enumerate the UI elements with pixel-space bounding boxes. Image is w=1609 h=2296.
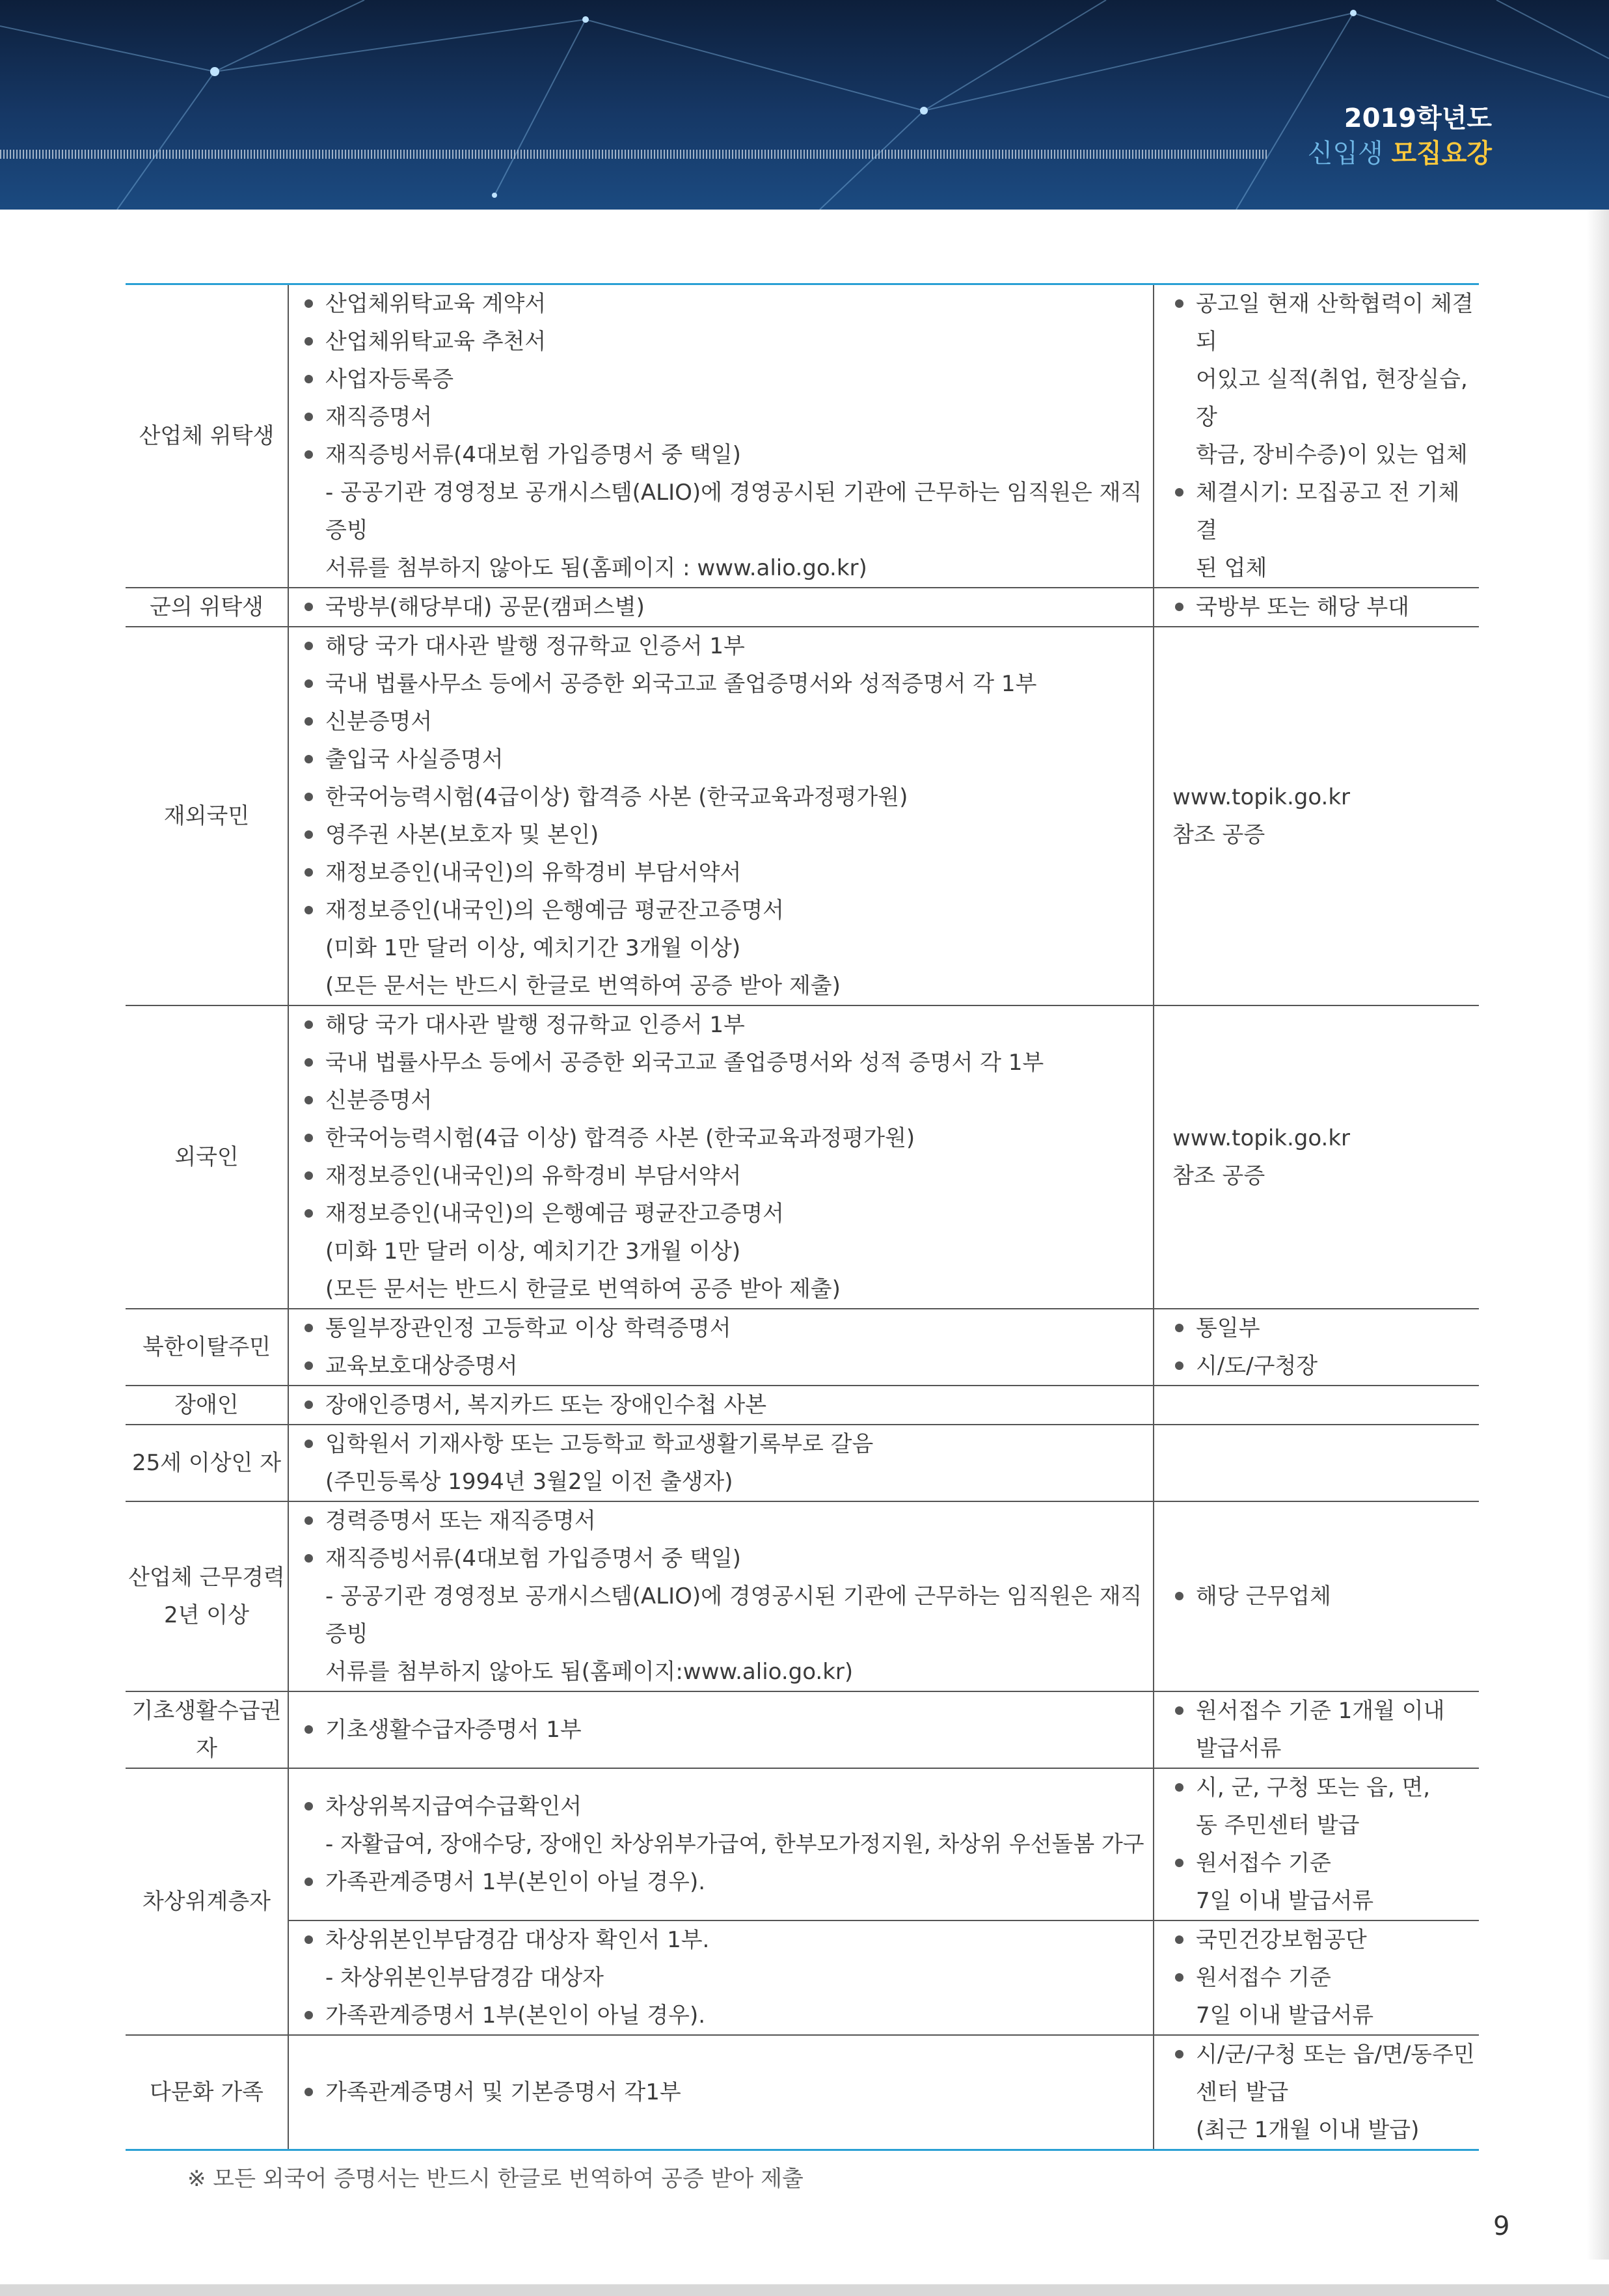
notes-cell (1154, 1425, 1479, 1501)
sub-line: 학금, 장비수증)이 있는 업체 (1196, 442, 1468, 468)
category-label: 군의 위탁생 (149, 594, 264, 620)
category-label: 산업체 위탁생 (139, 423, 275, 449)
sub-line: 어있고 실적(취업, 현장실습, 장 (1196, 366, 1468, 430)
notes-cell (1154, 588, 1479, 627)
bullet-item: 시/군/구청 또는 읍/면/동주민 (1166, 2036, 1479, 2073)
bullet-item: 국방부 또는 해당 부대 (1166, 588, 1479, 626)
bullet-item: 재정보증인(내국인)의 유학경비 부담서약서 (295, 854, 1153, 892)
documents-cell (288, 588, 1154, 627)
category-cell (126, 627, 288, 1005)
documents-cell (288, 1005, 1154, 1309)
notes-cell (1154, 1005, 1479, 1309)
header-banner (0, 0, 1609, 210)
sub-line: 7일 이내 발급서류 (1196, 1888, 1374, 1914)
page-edge-shadow (1587, 210, 1609, 2260)
category-cell (126, 284, 288, 588)
sub-line: - 차상위본인부담경감 대상자 (325, 1965, 604, 1991)
bullet-item: 해당 근무업체 (1166, 1578, 1479, 1615)
documents-cell (288, 1920, 1154, 2035)
sub-line: (미화 1만 달러 이상, 예치기간 3개월 이상) (325, 1238, 741, 1264)
table-row (126, 284, 1479, 588)
table-row (126, 1501, 1479, 1691)
notes-cell (1154, 1768, 1479, 1920)
banner-stripe (0, 150, 1269, 159)
category-cell (126, 1691, 288, 1768)
sub-line: - 공공기관 경영정보 공개시스템(ALIO)에 경영공시된 기관에 근무하는 임직원은 재직증빙 (325, 1583, 1143, 1647)
documents-cell (288, 1386, 1154, 1425)
bullet-item: 국민건강보험공단 (1166, 1921, 1479, 1959)
bullet-item: 가족관계증명서 및 기본증명서 각1부 (295, 2073, 1153, 2111)
sub-line: - 공공기관 경영정보 공개시스템(ALIO)에 경영공시된 기관에 근무하는 임직원은 재직증빙 (325, 480, 1143, 543)
bullet-item: 영주권 사본(보호자 및 본인) (295, 816, 1153, 854)
bullet-item: 산업체위탁교육 계약서 (295, 285, 1153, 323)
bullet-item: 체결시기: 모집공고 전 기체결 (1166, 474, 1479, 549)
bullet-item: 재직증빙서류(4대보험 가입증명서 중 택일) (295, 1540, 1153, 1578)
banner-subtitle-b: 모집요강 (1391, 139, 1492, 169)
banner-subtitle (1308, 133, 1492, 170)
bullet-item: 한국어능력시험(4급 이상) 합격증 사본 (한국교육과정평가원) (295, 1119, 1153, 1157)
bullet-item: 재직증빙서류(4대보험 가입증명서 중 택일) (295, 436, 1153, 474)
table-row (126, 2035, 1479, 2150)
bullet-item: 통일부 (1166, 1309, 1479, 1347)
bullet-item: 신분증명서 (295, 1082, 1153, 1119)
notes-cell (1154, 1691, 1479, 1768)
bullet-item: 신분증명서 (295, 703, 1153, 741)
bullet-item: 재직증명서 (295, 398, 1153, 436)
table-row (126, 1691, 1479, 1768)
notes-cell (1154, 1501, 1479, 1691)
table-row (126, 1386, 1479, 1425)
table-row (126, 1920, 1479, 2035)
bullet-item: 사업자등록증 (295, 361, 1153, 398)
sub-line: - 자활급여, 장애수당, 장애인 차상위부가급여, 한부모가정지원, 차상위 우선돌봄 가구 (325, 1831, 1144, 1857)
bullet-item: 시, 군, 구청 또는 읍, 면, (1166, 1769, 1479, 1807)
sub-line: (주민등록상 1994년 3월2일 이전 출생자) (325, 1469, 733, 1495)
category-cell (126, 1768, 288, 2035)
bottom-band (0, 2284, 1609, 2296)
category-cell (126, 2035, 288, 2150)
notes-cell (1154, 1386, 1479, 1425)
bullet-item: 원서접수 기준 1개월 이내 (1166, 1692, 1479, 1730)
bullet-item: 원서접수 기준 (1166, 1844, 1479, 1882)
documents-cell (288, 627, 1154, 1005)
bullet-item: 입학원서 기재사항 또는 고등학교 학교생활기록부로 갈음 (295, 1425, 1153, 1463)
bullet-item: 가족관계증명서 1부(본인이 아닐 경우). (295, 1997, 1153, 2034)
category-cell (126, 588, 288, 627)
sub-line: 동 주민센터 발급 (1196, 1812, 1360, 1838)
bullet-item: 장애인증명서, 복지카드 또는 장애인수첩 사본 (295, 1386, 1153, 1424)
bullet-item: 국방부(해당부대) 공문(캠퍼스별) (295, 588, 1153, 626)
documents-cell (288, 1425, 1154, 1501)
documents-cell (288, 1501, 1154, 1691)
bullet-item: 출입국 사실증명서 (295, 741, 1153, 778)
table-row (126, 627, 1479, 1005)
notes-cell (1154, 627, 1479, 1005)
bullet-item: 재정보증인(내국인)의 유학경비 부담서약서 (295, 1157, 1153, 1195)
bullet-item: 공고일 현재 산학협력이 체결되 (1166, 285, 1479, 361)
bullet-item: 해당 국가 대사관 발행 정규학교 인증서 1부 (295, 627, 1153, 665)
bullet-item: 기초생활수급자증명서 1부 (295, 1711, 1153, 1749)
bullet-item: 차상위복지급여수급확인서 (295, 1788, 1153, 1825)
sub-line: 서류를 첨부하지 않아도 됨(홈페이지:www.alio.go.kr) (325, 1659, 854, 1685)
documents-cell (288, 1691, 1154, 1768)
bullet-item: 가족관계증명서 1부(본인이 아닐 경우). (295, 1863, 1153, 1901)
category-label: 재외국민 (163, 803, 250, 829)
documents-cell (288, 2035, 1154, 2150)
category-label: 장애인 (174, 1392, 239, 1418)
bullet-item: 국내 법률사무소 등에서 공증한 외국고교 졸업증명서와 성적증명서 각 1부 (295, 665, 1153, 703)
note-line: www.topik.go.kr (1172, 1125, 1351, 1151)
category-label: 기초생활수급권자 (131, 1698, 282, 1762)
table-row (126, 1309, 1479, 1386)
sub-line: (모든 문서는 반드시 한글로 번역하여 공증 받아 제출) (325, 973, 841, 999)
sub-line: 센터 발급 (1196, 2079, 1289, 2105)
notes-cell (1154, 1920, 1479, 2035)
category-label: 25세 이상인 자 (131, 1450, 282, 1476)
bullet-item: 한국어능력시험(4급이상) 합격증 사본 (한국교육과정평가원) (295, 778, 1153, 816)
bullet-item: 시/도/구청장 (1166, 1347, 1479, 1385)
category-label: 외국인 (174, 1144, 239, 1170)
sub-line: 7일 이내 발급서류 (1196, 2002, 1374, 2029)
banner-year: 2019학년도 (1344, 103, 1492, 133)
note-line: 참조 공증 (1172, 1163, 1265, 1189)
category-label: 다문화 가족 (149, 2079, 264, 2105)
category-label: 차상위계층자 (142, 1889, 271, 1915)
table-row (126, 588, 1479, 627)
bullet-item: 산업체위탁교육 추천서 (295, 323, 1153, 361)
bullet-item: 차상위본인부담경감 대상자 확인서 1부. (295, 1921, 1153, 1959)
category-label: 2년 이상 (164, 1602, 249, 1628)
category-label: 북한이탈주민 (142, 1334, 271, 1360)
category-cell (126, 1501, 288, 1691)
category-cell (126, 1386, 288, 1425)
category-cell (126, 1425, 288, 1501)
sub-line: (미화 1만 달러 이상, 예치기간 3개월 이상) (325, 935, 741, 961)
bullet-item: 해당 국가 대사관 발행 정규학교 인증서 1부 (295, 1006, 1153, 1044)
footnote: ※ 모든 외국어 증명서는 반드시 한글로 번역하여 공증 받아 제출 (187, 2166, 804, 2192)
bullet-item: 재정보증인(내국인)의 은행예금 평균잔고증명서 (295, 1195, 1153, 1233)
requirements-table (126, 283, 1479, 2151)
bullet-item: 교육보호대상증명서 (295, 1347, 1153, 1385)
notes-cell (1154, 1309, 1479, 1386)
sub-line: (최근 1개월 이내 발급) (1196, 2117, 1420, 2143)
sub-line: (모든 문서는 반드시 한글로 번역하여 공증 받아 제출) (325, 1276, 841, 1302)
table-row (126, 1005, 1479, 1309)
category-cell (126, 1309, 288, 1386)
bullet-item: 경력증명서 또는 재직증명서 (295, 1502, 1153, 1540)
sub-line: 발급서류 (1196, 1736, 1282, 1762)
documents-cell (288, 284, 1154, 588)
table-row (126, 1768, 1479, 1920)
notes-cell (1154, 284, 1479, 588)
table-row (126, 1425, 1479, 1501)
note-line: 참조 공증 (1172, 822, 1265, 848)
sub-line: 된 업체 (1196, 555, 1267, 581)
sub-line: 서류를 첨부하지 않아도 됨(홈페이지 : www.alio.go.kr) (325, 555, 867, 581)
bullet-item: 원서접수 기준 (1166, 1959, 1479, 1997)
documents-cell (288, 1309, 1154, 1386)
bullet-item: 통일부장관인정 고등학교 이상 학력증명서 (295, 1309, 1153, 1347)
bullet-item: 국내 법률사무소 등에서 공증한 외국고교 졸업증명서와 성적 증명서 각 1부 (295, 1044, 1153, 1082)
category-cell (126, 1005, 288, 1309)
note-line: www.topik.go.kr (1172, 784, 1351, 810)
notes-cell (1154, 2035, 1479, 2150)
banner-subtitle-a: 신입생 (1307, 139, 1383, 169)
category-label: 산업체 근무경력 (128, 1565, 285, 1591)
documents-cell (288, 1768, 1154, 1920)
page-number: 9 (1493, 2211, 1510, 2241)
bullet-item: 재정보증인(내국인)의 은행예금 평균잔고증명서 (295, 892, 1153, 929)
